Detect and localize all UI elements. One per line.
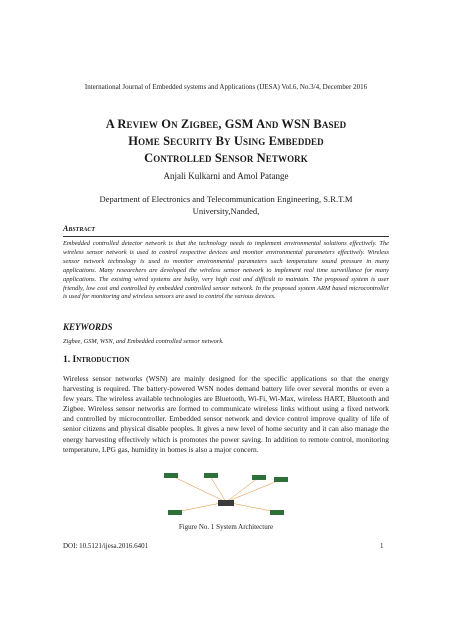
affiliation <box>50 193 402 217</box>
abstract-heading: Abstract <box>63 224 96 233</box>
system-architecture-figure <box>158 468 294 520</box>
doi: DOI: 10.5121/ijesa.2016.6401 <box>63 542 149 550</box>
title-line-3: Controlled Sensor Network <box>144 151 308 165</box>
paper-title <box>40 116 412 167</box>
figure-caption: Figure No. 1 System Architecture <box>178 523 274 531</box>
abstract-text: Embedded controlled detector network is that the technology needs to implement environmental solutions effectively. The wireless sensor network is used to control respective devices and monitor environmental parameters effectively. Wireless sensor network technology is used to monitor environmental parameters such temperature sound pressure in many applications. Many researchers are developed the wireless sensor network to implement real time surveillance for many applications. The existing wired systems are bulky, very high cost and difficult to maintain. The proposed system is user friendly, low cost and controlled by embedded controlled sensor network. In the proposed system ARM based microcontroller is used for monitoring and wireless sensors are used to control the various devices. <box>63 240 389 301</box>
keywords-heading: KEYWORDS <box>63 322 113 332</box>
page-number: 1 <box>380 542 384 550</box>
abstract-divider <box>63 236 389 237</box>
sensor-nodes <box>164 473 288 515</box>
journal-header: International Journal of Embedded systems and Applications (IJESA) Vol.6, No.3/4, December 2016 <box>84 83 368 91</box>
introduction-text: Wireless sensor networks (WSN) are mainly designed for the specific applications so that the energy harvesting is required. The battery-powered WSN nodes demand battery life over several months or even a few years. The wireless available technologies are Bluetooth, Wi-Fi, Wi-Max, wireless HART, Bluetooth and Zigbee. Wireless sensor networks are formed to communicate wireless links without using a fixed network and controlled by microcontroller. Embedded sensor network and device control improve quality of life of senior citizens and physical disable peoples. It gives a new level of home security and it can also manage the energy harvesting effectively which is promotes the power saving. In addition to remote control, monitoring temperature, LPG gas, humidity in homes is also a major concern. <box>63 374 389 454</box>
title-line-1: A Review On Zigbee, GSM And WSN Based <box>105 117 347 131</box>
title-line-2: Home Security By Using Embedded <box>128 134 324 148</box>
affiliation-line-1: Department of Electronics and Telecommunication Engineering, S.R.T.M <box>99 194 353 204</box>
sensor-node <box>204 473 218 478</box>
sensor-node <box>168 510 182 515</box>
section-number: 1. <box>63 355 71 365</box>
keywords-text: Zigbee, GSM, WSN, and Embedded controlled sensor network. <box>63 338 224 345</box>
sensor-node <box>252 475 266 480</box>
sensor-node <box>164 473 178 478</box>
section-title: Introduction <box>72 355 130 365</box>
sensor-node <box>274 477 288 482</box>
diagram-links <box>172 476 280 512</box>
section-heading-introduction <box>63 355 129 365</box>
affiliation-line-2: University,Nanded, <box>192 206 260 216</box>
authors: Anjali Kulkarni and Amol Patange <box>163 171 289 181</box>
coordinator-node <box>218 500 234 506</box>
sensor-node <box>270 510 284 515</box>
